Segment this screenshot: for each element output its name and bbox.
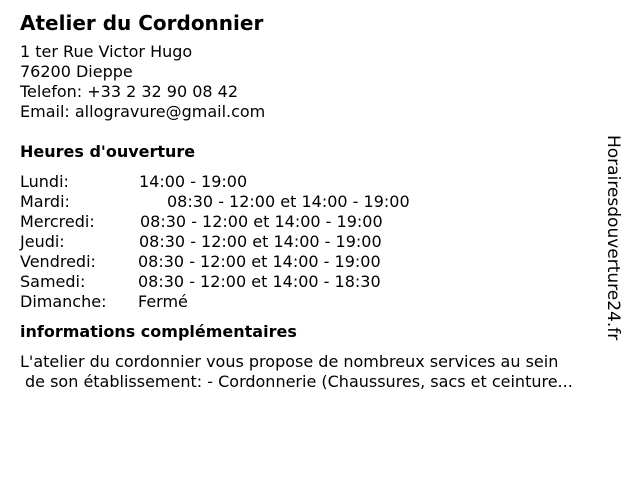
hours-row-thursday	[20, 232, 610, 252]
day-label: Samedi:	[20, 272, 86, 291]
watermark-text: Horairesdouverture24.fr	[603, 135, 623, 341]
day-label: Vendredi:	[20, 252, 96, 271]
additional-info-heading: informations complémentaires	[20, 322, 297, 341]
info-line-2: de son établissement: - Cordonnerie (Chaussures, sacs et ceinture...	[25, 372, 573, 391]
address-line-city: 76200 Dieppe	[20, 62, 133, 81]
additional-info-text	[20, 352, 610, 392]
day-hours: 08:30 - 12:00 et 14:00 - 19:00	[138, 252, 381, 271]
phone-line: Telefon: +33 2 32 90 08 42	[20, 82, 239, 101]
business-name: Atelier du Cordonnier	[20, 11, 264, 35]
hours-row-wednesday	[20, 212, 610, 232]
day-label: Mercredi:	[20, 212, 95, 231]
day-label: Jeudi:	[20, 232, 65, 251]
business-card	[20, 10, 610, 392]
email-line: Email: allogravure@gmail.com	[20, 102, 266, 121]
opening-hours-table	[20, 172, 610, 312]
info-line-1: L'atelier du cordonnier vous propose de nombreux services au sein	[20, 352, 559, 371]
hours-row-saturday	[20, 272, 610, 292]
day-label: Lundi:	[20, 172, 69, 191]
day-hours: Fermé	[138, 292, 188, 311]
day-hours: 08:30 - 12:00 et 14:00 - 19:00	[140, 212, 383, 231]
hours-row-friday	[20, 252, 610, 272]
hours-row-monday	[20, 172, 610, 192]
day-hours: 08:30 - 12:00 et 14:00 - 19:00	[167, 192, 410, 211]
hours-row-sunday	[20, 292, 610, 312]
day-label: Mardi:	[20, 192, 70, 211]
day-label: Dimanche:	[20, 292, 107, 311]
day-hours: 08:30 - 12:00 et 14:00 - 19:00	[139, 232, 382, 251]
day-hours: 08:30 - 12:00 et 14:00 - 18:30	[138, 272, 381, 291]
day-hours: 14:00 - 19:00	[139, 172, 248, 191]
hours-row-tuesday	[20, 192, 610, 212]
address-line-street: 1 ter Rue Victor Hugo	[20, 42, 193, 61]
opening-hours-heading: Heures d'ouverture	[20, 142, 196, 161]
